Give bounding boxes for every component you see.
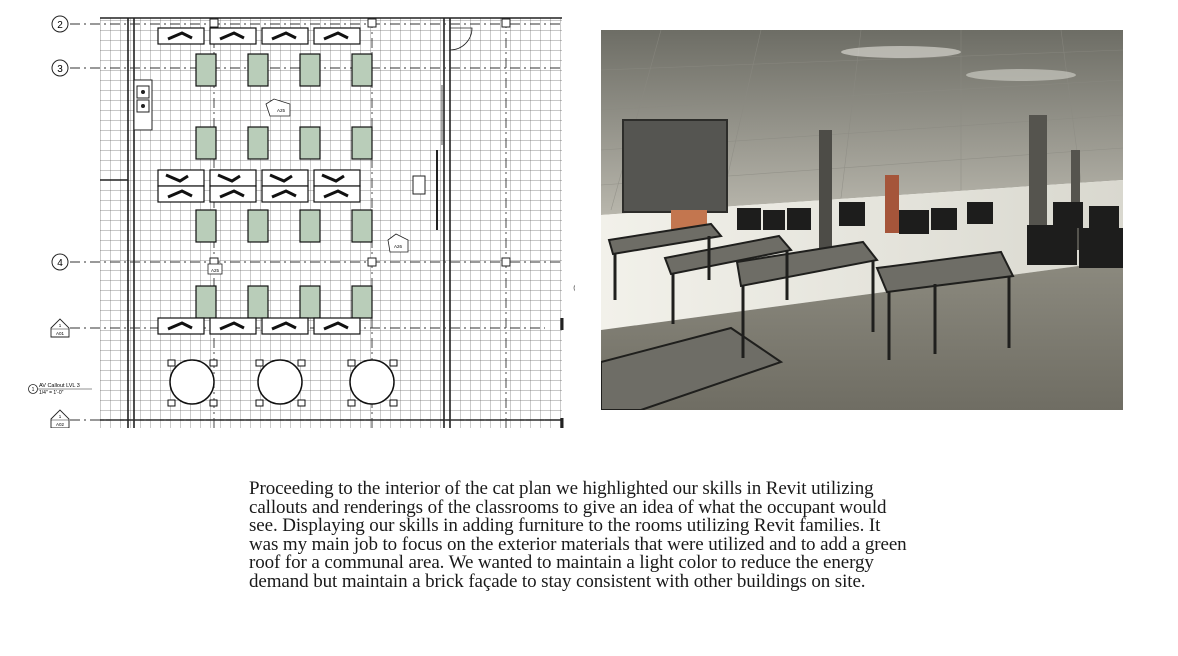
lab-table <box>300 127 320 159</box>
round-table <box>170 360 214 404</box>
svg-text:1/4" = 1'-0": 1/4" = 1'-0" <box>39 390 64 396</box>
lab-table <box>248 210 268 242</box>
section-tag-a01 <box>51 319 69 337</box>
lab-table <box>300 210 320 242</box>
desk-workstation <box>314 170 360 186</box>
desk-workstation <box>262 28 308 44</box>
desk-workstation <box>262 170 308 186</box>
svg-text:A25: A25 <box>210 268 220 273</box>
lab-table <box>300 54 320 86</box>
desk-workstation <box>262 318 308 334</box>
round-table <box>350 360 394 404</box>
lab-table <box>352 54 372 86</box>
lab-table <box>352 286 372 318</box>
callout-tag <box>29 383 93 396</box>
desk-workstation <box>158 186 204 202</box>
section-tag-a02 <box>51 410 69 428</box>
svg-text:4: 4 <box>57 258 63 269</box>
classroom-rendering <box>601 30 1123 410</box>
lab-table <box>248 286 268 318</box>
svg-text:1: 1 <box>31 387 35 393</box>
svg-text:1: 1 <box>58 323 62 328</box>
lab-table <box>300 286 320 318</box>
lab-table <box>248 54 268 86</box>
grid-bubble-4 <box>52 254 68 270</box>
grid-bubble-2 <box>52 16 68 32</box>
description-paragraph: Proceeding to the interior of the cat plan we highlighted our skills in Revit utilizing callouts and renderings of the classrooms to give an idea of what the occupant would see. Displaying our skills in adding furniture to the rooms utilizing Revit families. It was my main job to focus on the exterior materials that were utilized and to add a green roof for a communal area. We wanted to maintain a light color to reduce the energy demand but maintain a brick façade to stay consistent with other buildings on site. <box>249 478 907 592</box>
desk-workstation <box>158 170 204 186</box>
view-tag-3 <box>208 264 222 274</box>
round-table <box>258 360 302 404</box>
desk-workstation <box>210 28 256 44</box>
lab-table <box>352 127 372 159</box>
desk-workstation <box>262 186 308 202</box>
svg-text:AV Callout LVL 3: AV Callout LVL 3 <box>39 383 80 389</box>
desk-workstation <box>210 186 256 202</box>
lab-table <box>248 127 268 159</box>
desk-workstation <box>158 318 204 334</box>
lab-table <box>196 286 216 318</box>
svg-text:2: 2 <box>57 20 63 31</box>
lab-table <box>352 210 372 242</box>
desk-workstation <box>210 170 256 186</box>
svg-text:A25: A25 <box>276 108 286 113</box>
svg-text:1: 1 <box>58 414 62 419</box>
lab-table <box>196 210 216 242</box>
desk-workstation <box>314 186 360 202</box>
desk-workstation <box>314 28 360 44</box>
floor-plan-drawing <box>0 0 575 428</box>
desk-workstation <box>210 318 256 334</box>
desk-workstation <box>158 28 204 44</box>
desk-workstation <box>314 318 360 334</box>
svg-text:A02: A02 <box>55 422 65 427</box>
lab-table <box>196 127 216 159</box>
lab-table <box>196 54 216 86</box>
svg-text:3: 3 <box>57 64 63 75</box>
svg-text:A01: A01 <box>55 331 65 336</box>
svg-text:A26: A26 <box>393 244 403 249</box>
grid-bubble-3 <box>52 60 68 76</box>
